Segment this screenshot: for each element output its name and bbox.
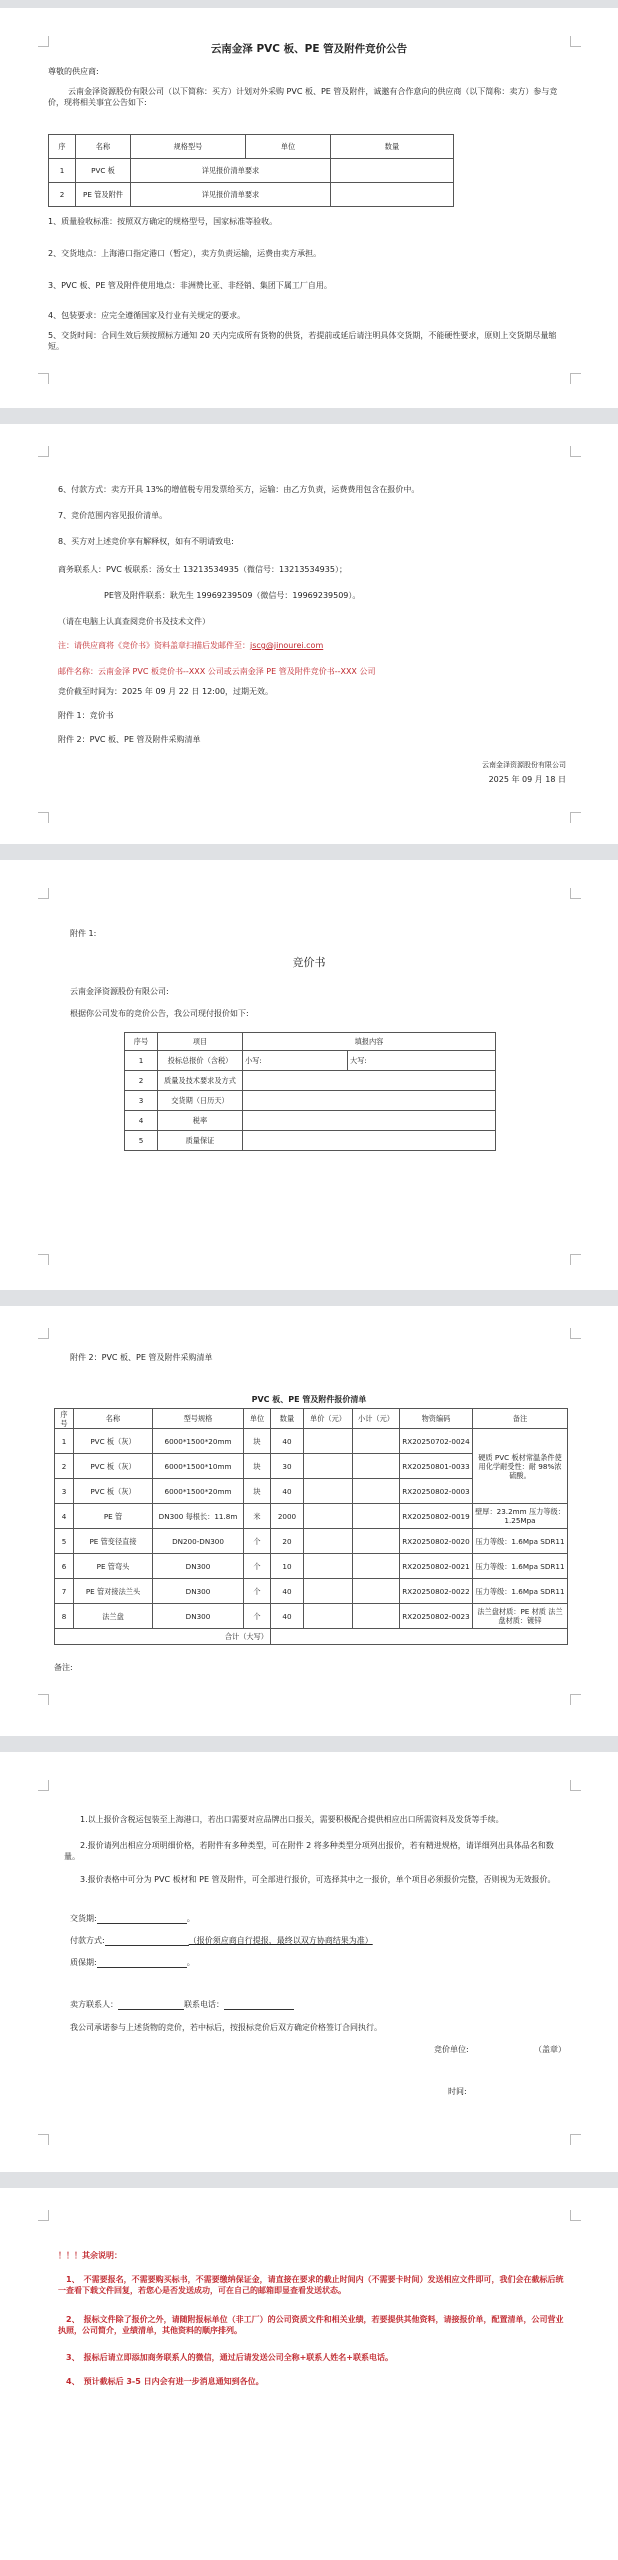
unit-price-field[interactable]: [304, 1604, 353, 1629]
table-row: [55, 1429, 568, 1454]
cell: 4: [55, 1504, 74, 1529]
cell: PE 管弯头: [74, 1554, 153, 1579]
signature-company: 云南金泽资源股份有限公司: [482, 761, 566, 769]
cell: 2: [55, 1454, 74, 1479]
cell: DN300 每根长：11.8m: [153, 1504, 244, 1529]
attachment-1: 附件 1：竞价书: [58, 711, 114, 720]
corner-mark: [38, 1328, 49, 1339]
subtotal-field[interactable]: [353, 1454, 400, 1479]
table-row: [125, 1111, 496, 1131]
attachment-label: 附件 1:: [70, 929, 97, 938]
warranty-label: 质保期:: [70, 1958, 97, 1967]
header-cell: 物资编码: [400, 1409, 473, 1429]
cell: 2: [125, 1071, 158, 1091]
cell: 6000*1500*10mm: [153, 1454, 244, 1479]
page-title: 云南金泽 PVC 板、PE 管及附件竞价公告: [210, 43, 408, 55]
price-list-table: [54, 1408, 568, 1645]
corner-mark: [38, 1694, 49, 1705]
cell: 壁厚：23.2mm 压力等级：1.25Mpa: [473, 1504, 568, 1529]
bidder-label: 竞价单位:: [434, 2045, 469, 2054]
cell: PVC 板（灰）: [74, 1454, 153, 1479]
intro-paragraph: 云南金泽资源股份有限公司（以下简称：买方）计划对外采购 PVC 板、PE 管及附件，诚邀有合作意向的供应商（以下简称：卖方）参与竞价，现将相关事宜公告如下:: [48, 87, 558, 107]
unit-price-field[interactable]: [304, 1429, 353, 1454]
cell: 块: [244, 1454, 271, 1479]
cell: 块: [244, 1479, 271, 1504]
cell: 40: [271, 1479, 304, 1504]
cell: 6000*1500*20mm: [153, 1479, 244, 1504]
delivery-label: 交货期:: [70, 1914, 97, 1923]
subtotal-field[interactable]: [353, 1429, 400, 1454]
cell: RX20250802-0019: [400, 1504, 473, 1529]
fill-field[interactable]: [243, 1071, 496, 1091]
item-4: 4、包装要求：应完全遵循国家及行业有关规定的要求。: [48, 311, 246, 320]
corner-mark: [570, 446, 581, 457]
unit-price-field[interactable]: [304, 1479, 353, 1504]
page-3: [0, 860, 618, 1290]
header-cell: 序号: [125, 1033, 158, 1051]
delivery-row: 交货期: 。: [70, 1914, 195, 1923]
notes-item-4: 4、 预计截标后 3-5 日内会有进一步消息通知到各位。: [66, 2377, 264, 2386]
subtotal-field[interactable]: [353, 1529, 400, 1554]
header-cell: 数量: [271, 1409, 304, 1429]
cell: 1: [49, 159, 76, 183]
corner-mark: [570, 1780, 581, 1791]
subtotal-field[interactable]: [353, 1554, 400, 1579]
form-title: 竞价书: [292, 956, 326, 969]
corner-mark: [38, 812, 49, 823]
bid-form-table: [124, 1032, 496, 1151]
contact-pe: PE管及附件联系：耿先生 19969239509（微信号：19969239509）。: [104, 591, 361, 600]
corner-mark: [38, 446, 49, 457]
total-field[interactable]: [271, 1629, 568, 1645]
commitment: 我公司承诺参与上述货物的竞价，若中标后，按报标竞价后双方确定价格签订合同执行。: [70, 2023, 382, 2032]
cell: PE 管: [74, 1504, 153, 1529]
payment-row: [70, 1934, 373, 1946]
cell: 8: [55, 1604, 74, 1629]
page-5: [0, 1752, 618, 2172]
subtotal-field[interactable]: [353, 1604, 400, 1629]
cell: 详见报价清单要求: [131, 183, 331, 207]
cell: 40: [271, 1579, 304, 1604]
notes-heading: ！！！其余说明：: [58, 2251, 122, 2260]
header-cell: 单位: [246, 135, 331, 159]
subtotal-field[interactable]: [353, 1579, 400, 1604]
email-link[interactable]: jscg@jinourei.com: [250, 641, 324, 650]
signature-date: 2025 年 09 月 18 日: [488, 775, 566, 784]
table-row: [125, 1091, 496, 1111]
attachment-label: 附件 2：PVC 板、PE 管及附件采购清单: [70, 1353, 213, 1362]
cell: DN300: [153, 1579, 244, 1604]
fill-field[interactable]: [243, 1131, 496, 1151]
cell: 法兰盘材质：PE 材质 法兰盘材质：镀锌: [473, 1604, 568, 1629]
recipient: 云南金泽资源股份有限公司:: [70, 987, 169, 996]
note: （请在电脑上认真查阅竞价书及技术文件）: [58, 617, 210, 626]
cell: 40: [271, 1429, 304, 1454]
header-cell: 规格型号: [131, 135, 246, 159]
total-label: 合计（大写）: [55, 1629, 271, 1645]
corner-mark: [570, 2134, 581, 2145]
cell: 个: [244, 1529, 271, 1554]
summary-table: [48, 134, 454, 207]
delivery-input[interactable]: [97, 1912, 187, 1924]
cell: [331, 183, 454, 207]
cell: PE 管及附件: [76, 183, 131, 207]
seal-label: （盖章）: [534, 2045, 566, 2054]
item-5: 5、交货时间：合同生效后须按照标方通知 20 天内完成所有货物的供货，若提前或延后请注明具体交货期，不能硬性要求，原则上交货期尽量缩短。: [48, 331, 557, 351]
email-instruction: [58, 640, 323, 651]
corner-mark: [570, 2210, 581, 2221]
seller-contact-label: 卖方联系人：: [70, 2000, 118, 2009]
item-7: 7、竞价范围内容见报价清单。: [58, 511, 168, 520]
cell: 3: [55, 1479, 74, 1504]
payment-label: 付款方式:: [70, 1936, 105, 1945]
table-row: [55, 1604, 568, 1629]
page-1: [0, 8, 618, 408]
header-cell: 备注: [473, 1409, 568, 1429]
seller-contact-input[interactable]: [118, 1998, 184, 2010]
cell: 压力等级：1.6Mpa SDR11: [473, 1529, 568, 1554]
cell: 4: [125, 1111, 158, 1131]
header-cell: 填报内容: [243, 1033, 496, 1051]
cell: 个: [244, 1579, 271, 1604]
notes-item-1: 1、 不需要报名，不需要购买标书，不需要缴纳保证金，请直接在要求的截止时间内（不需要卡时间）发送相应文件即可，我们会在截标后统一查看下载文件回复，若您心是否发送成功，可在自己的邮箱即显查看发送状态。: [58, 2275, 564, 2295]
warranty-row: 质保期: 。: [70, 1958, 195, 1967]
cell: 质量保证: [158, 1131, 243, 1151]
fill-field[interactable]: [243, 1111, 496, 1131]
corner-mark: [38, 1254, 49, 1265]
page-4: [0, 1306, 618, 1736]
cell: RX20250802-0022: [400, 1579, 473, 1604]
unit-price-field[interactable]: [304, 1454, 353, 1479]
corner-mark: [570, 1328, 581, 1339]
cell: 交货期（日历天）: [158, 1091, 243, 1111]
table-row: [125, 1071, 496, 1091]
corner-mark: [38, 888, 49, 899]
cell: 质量及技术要求及方式: [158, 1071, 243, 1091]
cell: 2000: [271, 1504, 304, 1529]
uppercase-amount-field[interactable]: 大写:: [348, 1051, 496, 1071]
contact-pvc: 商务联系人：PVC 板联系：汤女士 13213534935（微信号：13213534935）；: [58, 565, 347, 574]
cell: RX20250802-0003: [400, 1479, 473, 1504]
page-2: [0, 424, 618, 844]
email-instruction-label: 注：请供应商将《竞价书》资料盖章扫描后发邮件至：: [58, 641, 250, 650]
cell: 税率: [158, 1111, 243, 1131]
cell: 块: [244, 1429, 271, 1454]
phone-label: 联系电话：: [184, 2000, 224, 2009]
cell: [331, 159, 454, 183]
notes-item-2: 2、 报标文件除了报价之外，请随附报标单位（非工厂）的公司资质文件和相关业绩，若要提供其他资料，请接报价单，配置清单，公司营业执照，公司简介，业绩清单，其他资料的顺序排列。: [58, 2315, 564, 2335]
time-label: 时间:: [448, 2087, 467, 2096]
corner-mark: [570, 373, 581, 384]
warranty-input[interactable]: [97, 1956, 187, 1968]
header-cell: 型号规格: [153, 1409, 244, 1429]
cell: 投标总报价（含税）: [158, 1051, 243, 1071]
cell: PVC 板（灰）: [74, 1479, 153, 1504]
cell: 个: [244, 1554, 271, 1579]
cell: 3: [125, 1091, 158, 1111]
item-8: 8、买方对上述竞价享有解释权，如有不明请致电:: [58, 537, 234, 546]
payment-input[interactable]: [105, 1934, 189, 1946]
cell: 10: [271, 1554, 304, 1579]
note-label: 备注:: [54, 1663, 73, 1672]
corner-mark: [38, 373, 49, 384]
cell: PVC 板（灰）: [74, 1429, 153, 1454]
header-cell: 单位: [244, 1409, 271, 1429]
note-1: 1.以上报价含税运包装至上海港口，若出口需要对应品牌出口报关，需要积极配合提供相应出口所需资料及发货等手续。: [80, 1815, 504, 1824]
cell: RX20250802-0023: [400, 1604, 473, 1629]
corner-mark: [38, 2210, 49, 2221]
header-cell: 小计（元）: [353, 1409, 400, 1429]
email-subject: 邮件名称：云南金泽 PVC 板竞价书--XXX 公司或云南金泽 PE 管及附件竞价书--XXX 公司: [58, 667, 376, 676]
subtotal-field[interactable]: [353, 1479, 400, 1504]
table-row: [55, 1579, 568, 1604]
lowercase-amount-field[interactable]: 小写:: [243, 1051, 348, 1071]
greeting: 尊敬的供应商:: [48, 67, 99, 76]
corner-mark: [570, 1254, 581, 1265]
cell: 详见报价清单要求: [131, 159, 331, 183]
cell: 2: [49, 183, 76, 207]
cell: 5: [55, 1529, 74, 1554]
attachment-2: 附件 2：PVC 板、PE 管及附件采购清单: [58, 735, 201, 744]
header-cell: 名称: [74, 1409, 153, 1429]
table-row: [55, 1504, 568, 1529]
cell: 压力等级：1.6Mpa SDR11: [473, 1579, 568, 1604]
page-6: [0, 2188, 618, 2560]
corner-mark: [38, 2134, 49, 2145]
fill-field[interactable]: [243, 1091, 496, 1111]
header-cell: 序: [49, 135, 76, 159]
cell: PE 管对接法兰头: [74, 1579, 153, 1604]
corner-mark: [570, 1694, 581, 1705]
item-6: 6、付款方式：卖方开具 13%的增值税专用发票给买方，运输：由乙方负责，运费费用包含在报价中。: [58, 485, 420, 494]
cell: 法兰盘: [74, 1604, 153, 1629]
cell: DN300: [153, 1554, 244, 1579]
cell: 压力等级：1.6Mpa SDR11: [473, 1554, 568, 1579]
subtotal-field[interactable]: [353, 1504, 400, 1529]
contact-row: [70, 1998, 294, 2010]
deadline: 竞价截至时间为：2025 年 09 月 22 日 12:00，过期无效。: [58, 687, 274, 696]
cell: 个: [244, 1604, 271, 1629]
header-cell: 数量: [331, 135, 454, 159]
cell: RX20250801-0033: [400, 1454, 473, 1479]
header-cell: 名称: [76, 135, 131, 159]
table-row: [49, 183, 454, 207]
cell: RX20250802-0021: [400, 1554, 473, 1579]
payment-note: （报价须应商自行提报，最终以双方协商结果为准）: [188, 1936, 373, 1945]
cell: 5: [125, 1131, 158, 1151]
corner-mark: [38, 1780, 49, 1791]
total-row: [55, 1629, 568, 1645]
cell: 40: [271, 1604, 304, 1629]
item-1: 1、质量验收标准：按照双方确定的规格型号，国家标准等验收。: [48, 217, 278, 226]
cell: 7: [55, 1579, 74, 1604]
cell: 30: [271, 1454, 304, 1479]
note-2: 2.报价请列出相应分项明细价格，若附件有多种类型，可在附件 2 将多种类型分项列出报价，若有精进规格，请详细列出具体品名和数量。: [64, 1841, 554, 1861]
corner-mark: [570, 888, 581, 899]
header-cell: 项目: [158, 1033, 243, 1051]
header-cell: 序号: [55, 1409, 74, 1429]
cell: 6000*1500*20mm: [153, 1429, 244, 1454]
note-3: 3.报价表格中可分为 PVC 板材和 PE 管及附件，可全部进行报价，可选择其中之一报价，单个项目必须报价完整，否则视为无效报价。: [80, 1875, 556, 1884]
cell: PVC 板: [76, 159, 131, 183]
cell: RX20250802-0020: [400, 1529, 473, 1554]
cell: 6: [55, 1554, 74, 1579]
unit-price-field[interactable]: [304, 1554, 353, 1579]
header-cell: 单价（元）: [304, 1409, 353, 1429]
cell: DN200-DN300: [153, 1529, 244, 1554]
cell: DN300: [153, 1604, 244, 1629]
cell: RX20250702-0024: [400, 1429, 473, 1454]
cell: 硬质 PVC 板材常温条件使用化学耐受性：耐 98%浓硫酸。: [473, 1429, 568, 1504]
item-2: 2、交货地点：上海港口指定港口（暂定），卖方负责运输，运费由卖方承担。: [48, 249, 322, 258]
table-row: [55, 1529, 568, 1554]
cell: 米: [244, 1504, 271, 1529]
unit-price-field[interactable]: [304, 1504, 353, 1529]
corner-mark: [570, 812, 581, 823]
notes-item-3: 3、 报标后请立即添加商务联系人的微信，通过后请发送公司全称+联系人姓名+联系电话。: [66, 2353, 393, 2362]
list-title: PVC 板、PE 管及附件报价清单: [251, 1395, 367, 1404]
table-row: [55, 1554, 568, 1579]
cell: 20: [271, 1529, 304, 1554]
cell: 1: [55, 1429, 74, 1454]
unit-price-field[interactable]: [304, 1529, 353, 1554]
item-3: 3、PVC 板、PE 管及附件使用地点：非洲赞比亚、非经销、集团下属工厂自用。: [48, 281, 332, 290]
unit-price-field[interactable]: [304, 1579, 353, 1604]
cell: PE 管变径直接: [74, 1529, 153, 1554]
form-intro: 根据你公司发布的竞价公告，我公司现付报价如下:: [70, 1009, 249, 1018]
table-row: [125, 1131, 496, 1151]
cell: 1: [125, 1051, 158, 1071]
phone-input[interactable]: [224, 1998, 294, 2010]
table-row: [125, 1051, 496, 1071]
table-row: [49, 159, 454, 183]
